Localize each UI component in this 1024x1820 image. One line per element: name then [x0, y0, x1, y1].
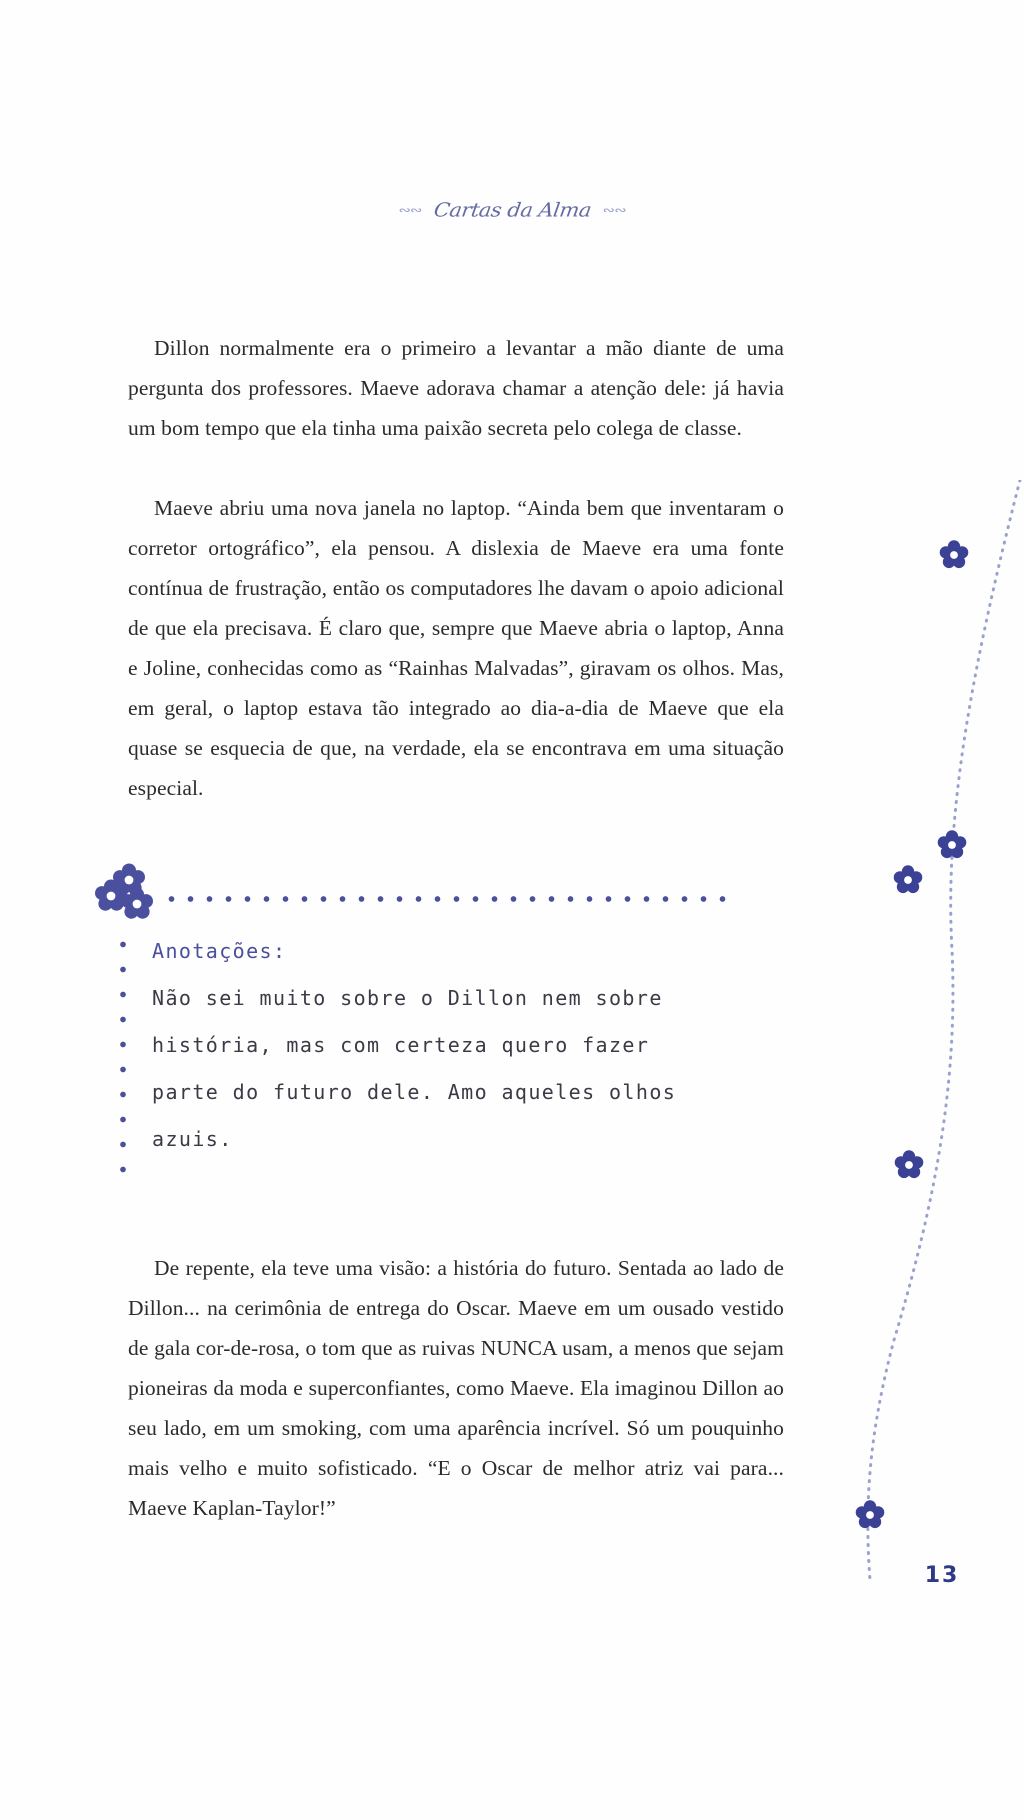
- annotation-line: parte do futuro dele. Amo aqueles olhos: [152, 1080, 677, 1104]
- running-head: [0, 198, 1024, 238]
- annotation-line: Não sei muito sobre o Dillon nem sobre: [152, 986, 663, 1010]
- running-head-title: Cartas da Alma: [431, 198, 593, 222]
- annotations-callout: [118, 880, 738, 1190]
- page-number: 13: [924, 1563, 960, 1588]
- dotted-border-top: [162, 894, 738, 904]
- vine-dotted-line: [868, 480, 1020, 1580]
- dotted-border-left: [118, 932, 128, 1184]
- body-paragraph: De repente, ela teve uma visão: a história do futuro. Sentada ao lado de Dillon... na cerimônia de entrega do Oscar. Maeve em um ousado vestido de gala cor-de-rosa, o tom que as ruivas NUNCA usam, a menos que sejam pioneiras da moda e superconfiantes, como Maeve. Ela imaginou Dillon ao seu lado, em um smoking, com uma aparência incrível. Só um pouquinho mais velho e muito sofisticado. “E o Oscar de melhor atriz vai para... Maeve Kaplan-Taylor!”: [128, 1256, 784, 1520]
- flower-cluster-icon: [93, 858, 167, 932]
- paragraph-block-1: [128, 328, 784, 448]
- margin-flowers: [856, 540, 969, 1528]
- flourish-right-icon: ∾∾: [602, 202, 626, 218]
- margin-vine-decoration: [824, 480, 1024, 1600]
- flourish-left-icon: ∾∾: [398, 202, 422, 218]
- paragraph-block-2: [128, 488, 784, 808]
- annotations-title: Anotações:: [152, 939, 287, 963]
- paragraph-block-3: [128, 1248, 784, 1528]
- annotation-line: história, mas com certeza quero fazer: [152, 1033, 650, 1057]
- annotations-content: [152, 928, 732, 1163]
- body-paragraph: Maeve abriu uma nova janela no laptop. “Ainda bem que inventaram o corretor ortográfico”, ela pensou. A dislexia de Maeve era uma fonte contínua de frustração, então os computadores lhe davam o apoio adicional de que ela precisava. É claro que, sempre que Maeve abria o laptop, Anna e Joline, conhecidas como as “Rainhas Malvadas”, giravam os olhos. Mas, em geral, o laptop estava tão integrado ao dia-a-dia de Maeve que ela quase se esquecia de que, na verdade, ela se encontrava em uma situação especial.: [128, 496, 784, 800]
- annotation-line: azuis.: [152, 1127, 233, 1151]
- body-paragraph: Dillon normalmente era o primeiro a levantar a mão diante de uma pergunta dos professores. Maeve adorava chamar a atenção dele: já havia um bom tempo que ela tinha uma paixão secreta pelo colega de classe.: [128, 336, 784, 440]
